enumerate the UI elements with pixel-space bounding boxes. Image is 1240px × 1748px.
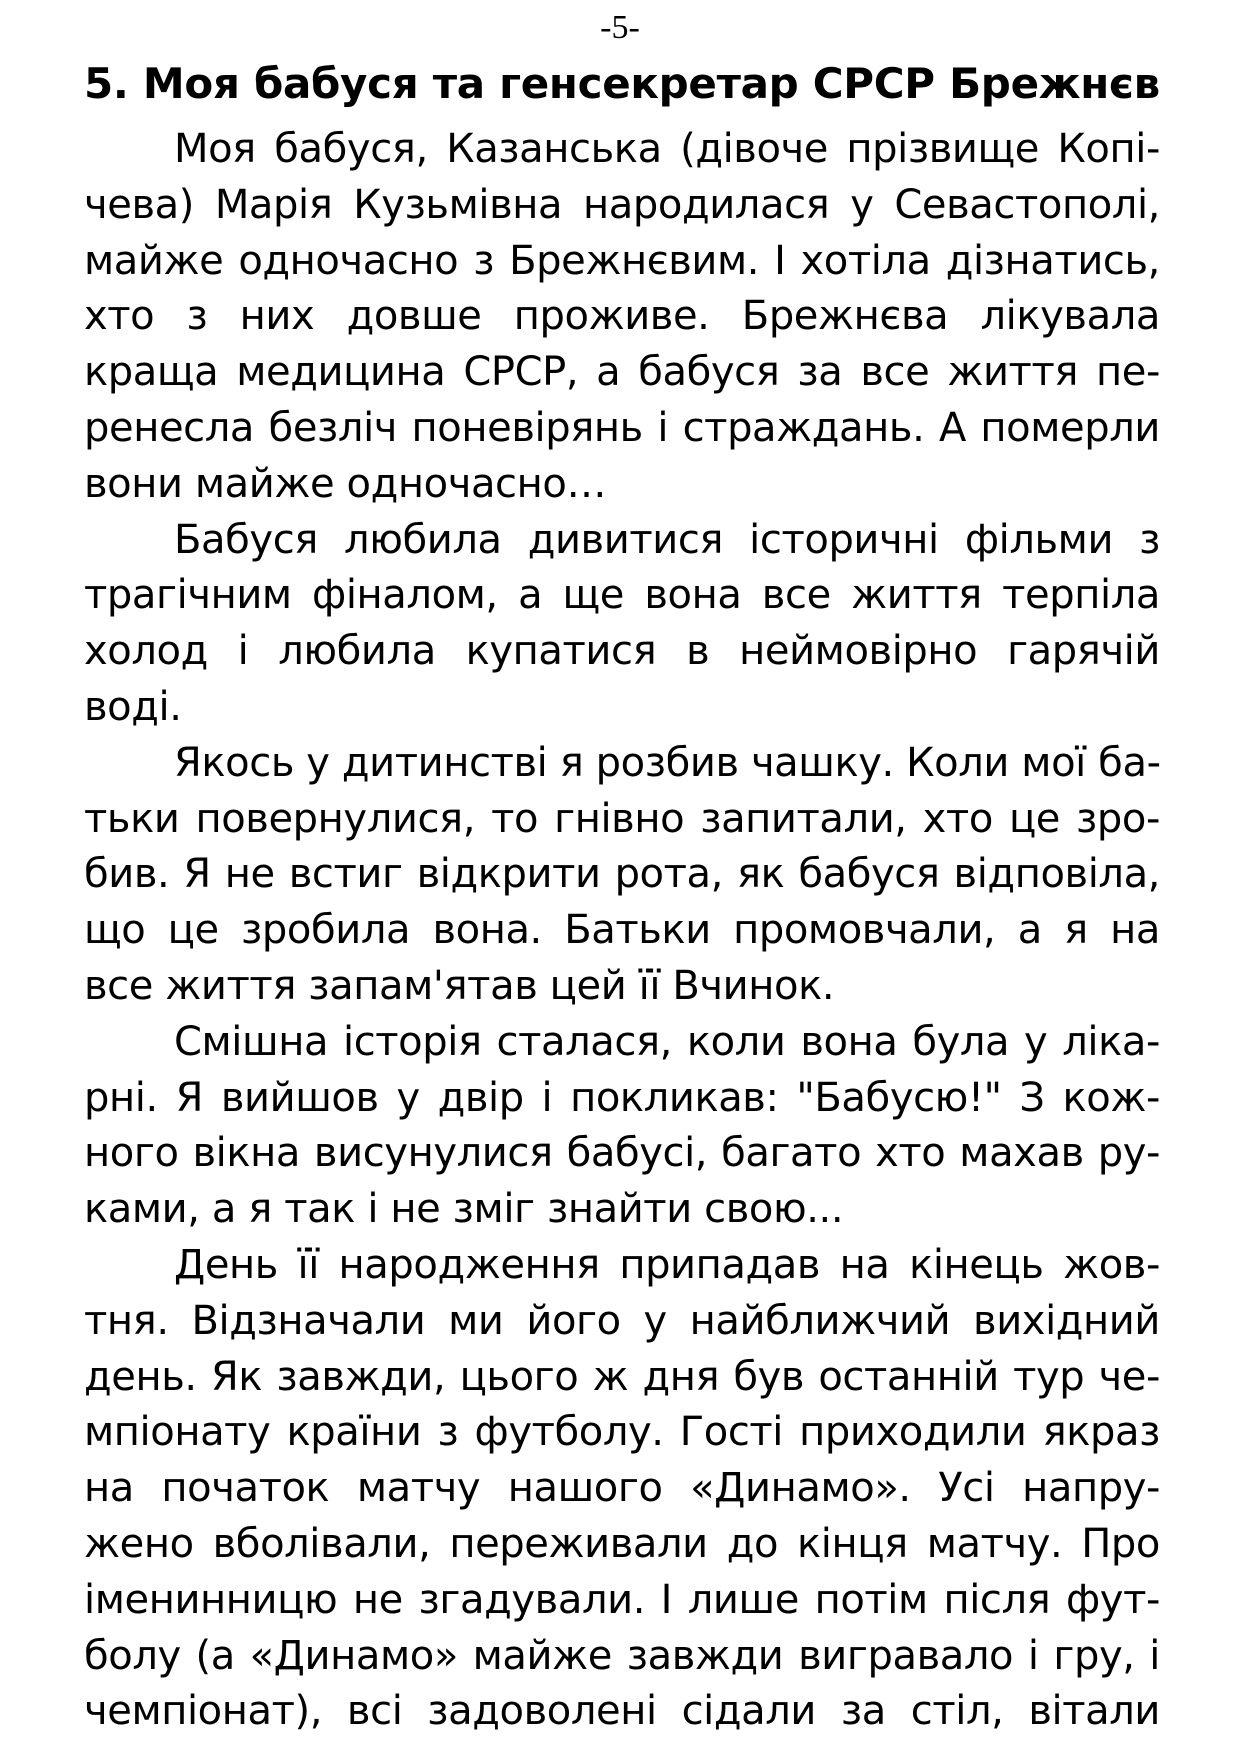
text-line: іменинницю не згадували. І лише потім після фут- [84, 1576, 1160, 1623]
text-line: хто з них довше проживе. Брежнєва лікувала [84, 293, 1160, 340]
text-line: що це зробила вона. Батьки промовчали, а я на [84, 907, 1160, 954]
text-line: болу (а «Динамо» майже завжди вигравало і гру, і [84, 1632, 1160, 1679]
text-line: ного вікна висунулися бабусі, багато хто махав ру- [84, 1130, 1160, 1177]
text-line: все життя запам'ятав цей її Вчинок. [84, 962, 835, 1009]
text-line: Бабуся любила дивитися історичні фільми з [174, 516, 1160, 563]
text-line: на початок матчу нашого «Динамо». Усі напру- [84, 1465, 1160, 1512]
text-line: бив. Я не встиг відкрити рота, як бабуся відповіла, [84, 851, 1160, 898]
text-line: ренесла безліч поневірянь і страждань. А померли [84, 404, 1160, 451]
text-line: холод і любила купатися в неймовірно гарячій [84, 628, 1160, 675]
text-line: Смішна історія сталася, коли вона була у ліка- [174, 1018, 1160, 1065]
text-line: рні. Я вийшов у двір і покликав: "Бабусю!" З кож- [84, 1074, 1160, 1121]
text-line: воді. [84, 683, 182, 730]
text-line: тня. Відзначали ми його у найближчий вихідний [84, 1297, 1160, 1344]
text-line: трагічним фіналом, а ще вона все життя терпіла [84, 572, 1160, 619]
text-line: мпіонату країни з футболу. Гості приходили якраз [84, 1409, 1160, 1456]
text-line: краща медицина СРСР, а бабуся за все життя пе- [84, 349, 1160, 396]
text-line: майже одночасно з Брежнєвим. І хотіла дізнатись, [84, 237, 1160, 284]
text-line: чемпіонат), всі задоволені сідали за стіл, вітали [84, 1688, 1160, 1735]
text-line: день. Як завжди, цього ж дня був останній тур че- [84, 1353, 1160, 1400]
text-line: чева) Марія Кузьмівна народилася у Севастополі, [84, 181, 1160, 228]
page-number: -5- [600, 9, 640, 46]
paragraph-3 [84, 736, 1160, 1015]
paragraph-2 [84, 513, 1160, 736]
paragraph-4 [84, 1015, 1160, 1238]
text-line: вони майже одночасно… [84, 460, 607, 507]
text-line: Якось у дитинстві я розбив чашку. Коли мої ба- [174, 739, 1161, 786]
chapter-title: 5. Моя бабуся та генсекретар СРСР Брежнєв [84, 59, 1160, 108]
paragraph-1 [84, 122, 1160, 513]
text-line: тьки повернулися, то гнівно запитали, хто це зро- [84, 795, 1160, 842]
text-line: ками, а я так і не зміг знайти свою... [84, 1186, 844, 1233]
text-line: Моя бабуся, Казанська (дівоче прізвище Копі- [174, 126, 1160, 172]
text-line: жено вболівали, переживали до кінця матчу. Про [84, 1520, 1160, 1567]
body-text [84, 122, 1160, 1740]
text-line: День її народження припадав на кінець жов- [174, 1241, 1160, 1288]
paragraph-5 [84, 1238, 1160, 1740]
